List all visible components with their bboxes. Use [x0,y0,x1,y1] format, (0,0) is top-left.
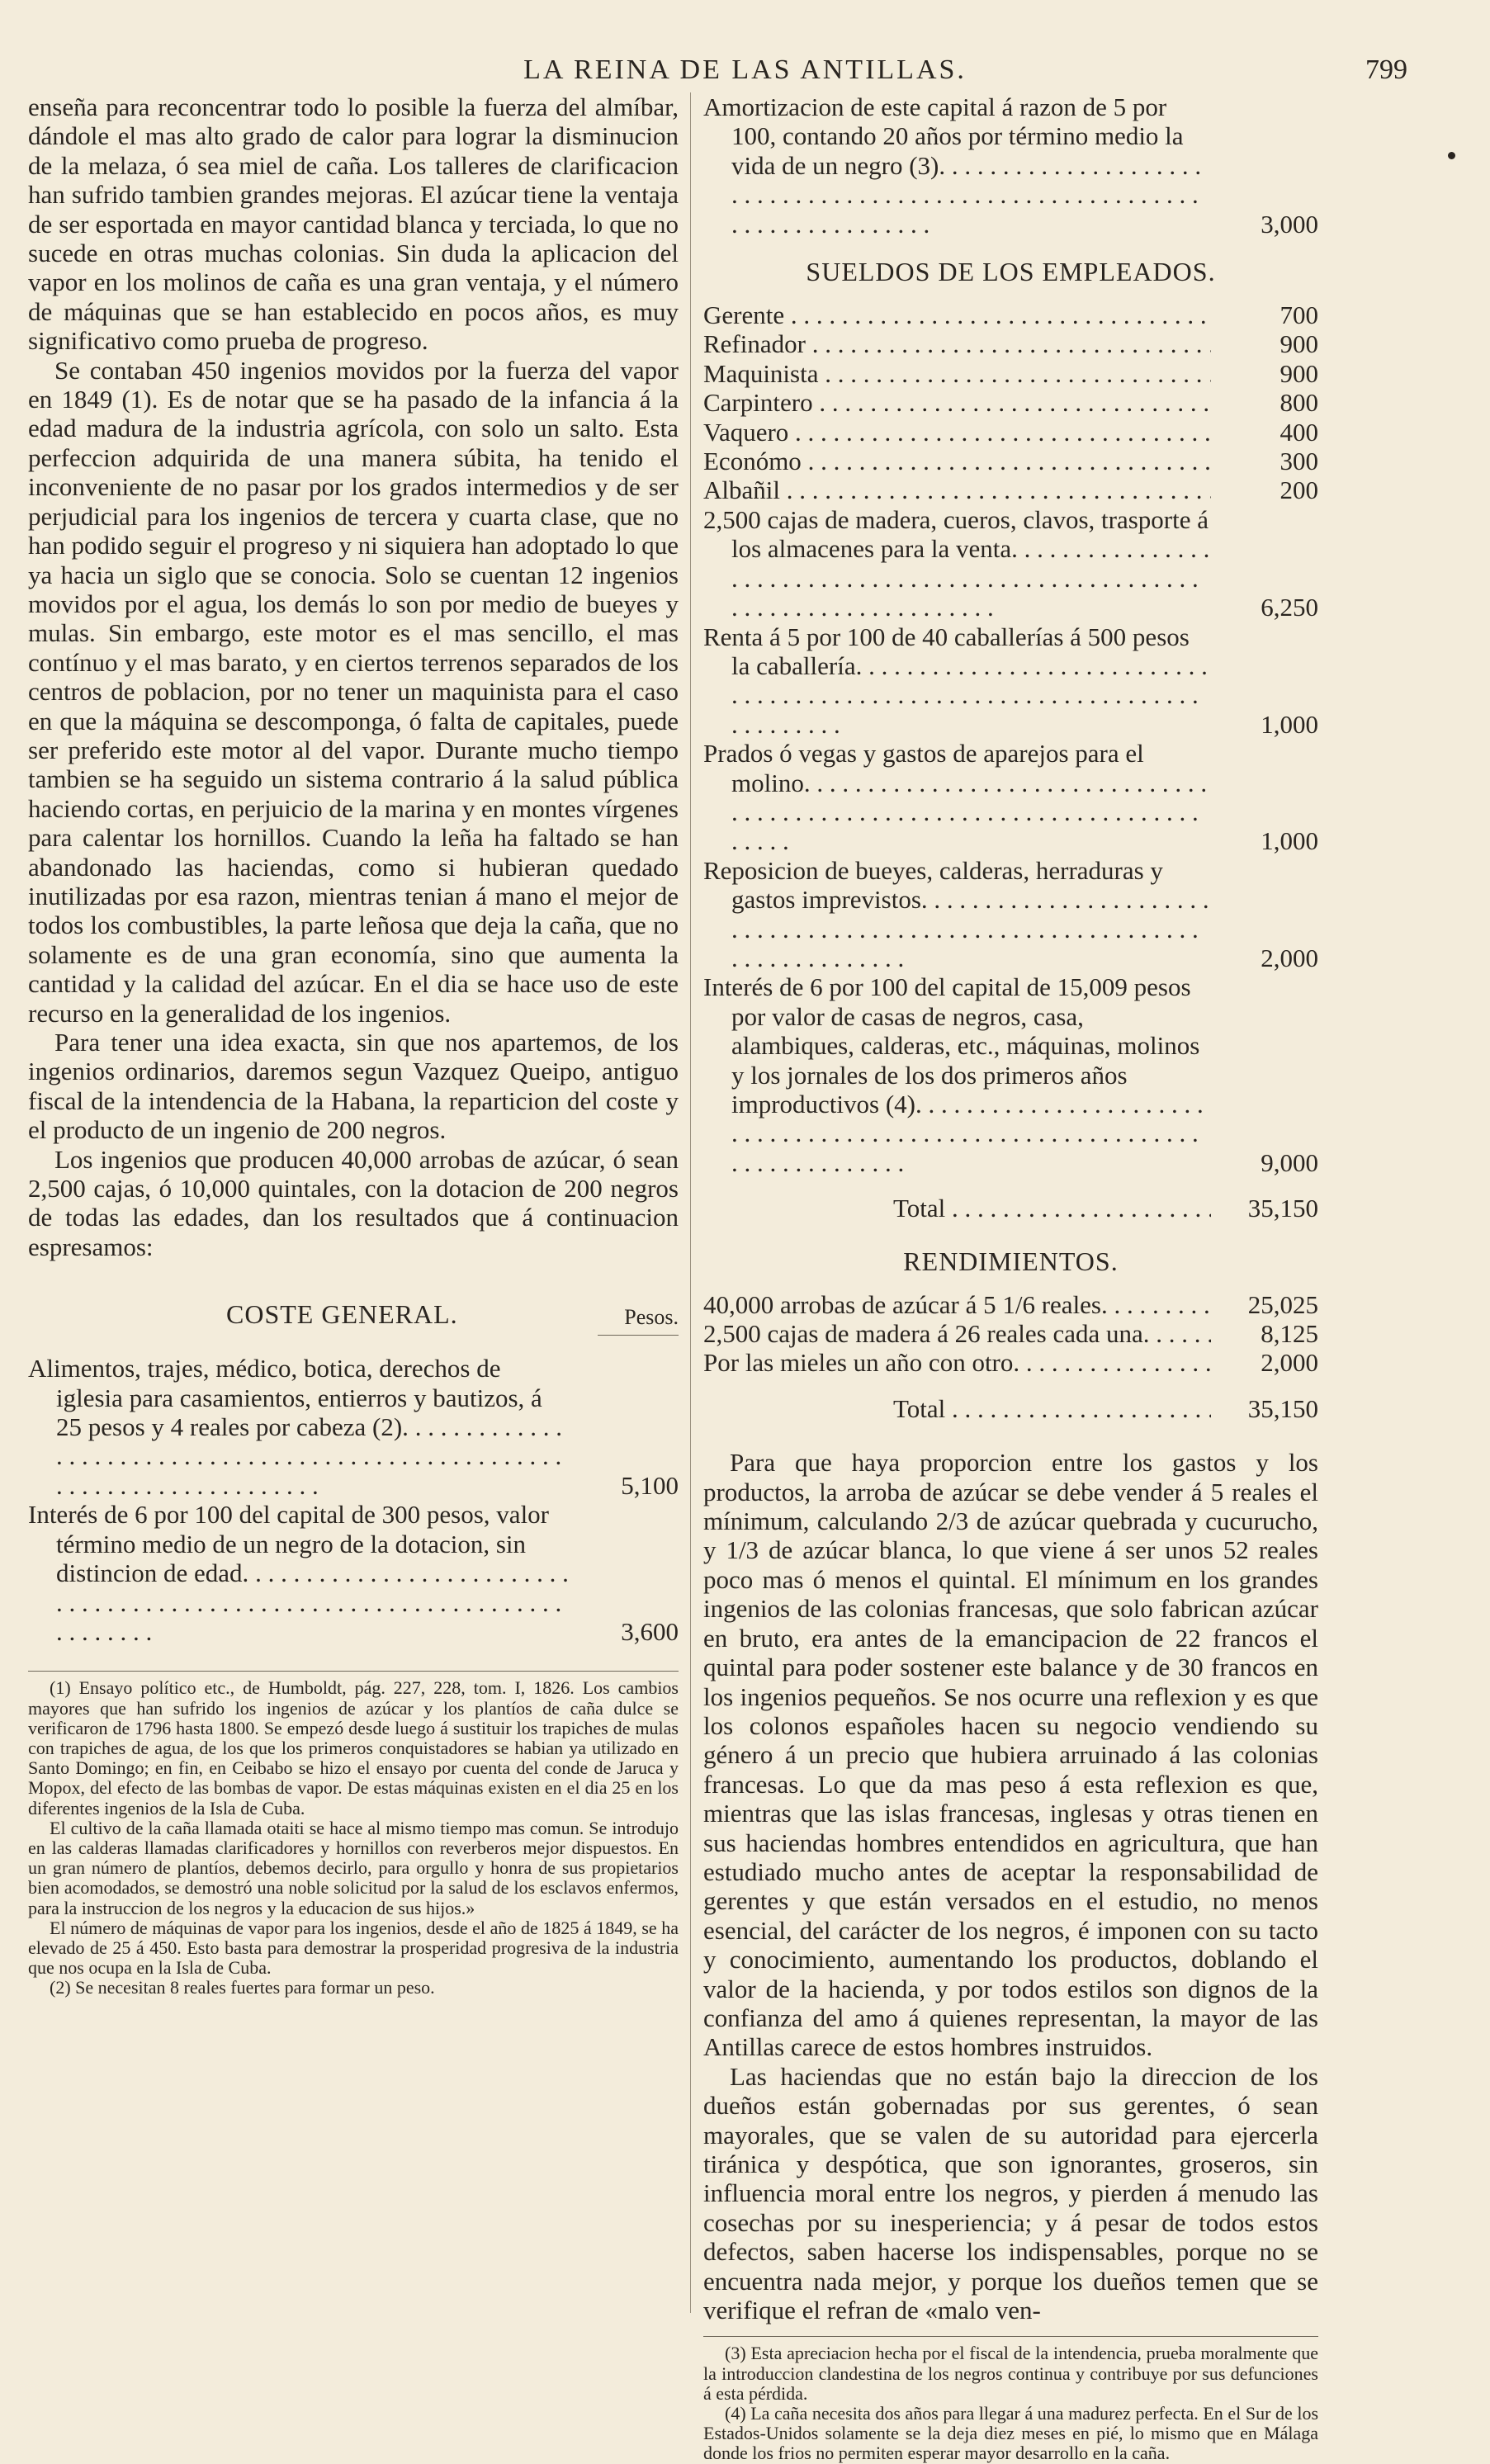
sueldo-row: Carpintero . . . 800 [703,388,1318,417]
gasto-row: Reposicion de bueyes, calderas, herraduras y gastos imprevistos. . . . 2,000 [703,856,1318,973]
paragraph: Las haciendas que no están bajo la direccion de los dueños están gobernadas por sus gerentes, ó sean mayorales, que se valen de su autoridad para ejercerla tiránica y despótica, que son ignorantes, groseros, sin influencia moral entre los negros, y pierden á menudo las cosechas por su inesperiencia; y á pesar de todos estos defectos, saben hacerse los indispensables, porque no se encuentra nada mejor, y porque los dueños temen que se verifique el refran de «malo ven- [703,2061,1318,2325]
coste-row-label: Interés de 6 por 100 del capital de 300 pesos, valor término medio de un negro de la dotacion, sin distincion de edad. . . . [28,1500,571,1646]
coste-row-amount: 5,100 [621,1470,679,1500]
amortizacion-row [703,92,1318,239]
rendimientos-total-row [703,1394,1318,1423]
sueldos-heading: SUELDOS DE LOS EMPLEADOS. [806,257,1216,287]
left-column [28,92,679,1998]
ink-speck [1448,152,1455,159]
rendimiento-row: Por las mieles un año con otro. . . . 2,000 [703,1348,1318,1377]
gasto-row: Renta á 5 por 100 de 40 caballerías á 500 pesos la caballería. . . . 1,000 [703,622,1318,740]
sueldo-row: Maquinista . . . 900 [703,359,1318,388]
coste-header [28,1299,679,1330]
amortizacion-label: Amortizacion de este capital á razon de 5 por 100, contando 20 años por término medio la vida de un negro (3). . . . [703,92,1211,239]
running-head: LA REINA DE LAS ANTILLAS. [523,54,967,85]
coste-heading: COSTE GENERAL. [226,1299,458,1330]
pesos-label: Pesos. [624,1305,679,1330]
paragraph: Los ingenios que producen 40,000 arrobas de azúcar, ó sean 2,500 cajas, ó 10,000 quintales, con la dotacion de 200 negros de todas las edades, dan los resultados que á continuacion espresamos: [28,1144,679,1261]
footnote: (4) La caña necesita dos años para llegar á una madurez perfecta. En el Sur de los Estados-Unidos solamente se la deja diez meses en pié, lo mismo que en Málaga donde los frios no permiten esperar mayor desarrollo en la caña. [703,2403,1318,2464]
gasto-row: Prados ó vegas y gastos de aparejos para el molino. . . . 1,000 [703,739,1318,856]
gasto-row: 2,500 cajas de madera, cueros, clavos, trasporte á los almacenes para la venta. . . . 6,250 [703,505,1318,622]
rendimientos-heading: RENDIMIENTOS. [903,1246,1119,1276]
coste-row-amount: 3,600 [621,1616,679,1646]
footnote: El número de máquinas de vapor para los ingenios, desde el año de 1825 á 1849, se ha elevado de 25 á 450. Esto basta para demostrar la prosperidad progresiva de la industria que nos ocupa en la Isla de Cuba. [28,1917,679,1979]
rendimiento-row: 40,000 arrobas de azúcar á 5 1/6 reales. . . . 25,025 [703,1290,1318,1319]
sueldo-row: Vaquero . . . 400 [703,418,1318,447]
rendimiento-row: 2,500 cajas de madera á 26 reales cada una. . . . 8,125 [703,1319,1318,1348]
footnote: El cultivo de la caña llamada otaiti se hace al mismo tiempo mas comun. Se introdujo en las calderas llamadas clarificadores y hornillos con reverberos mejor dispuestos. En un gran número de plantíos, debemos decirlo, para orgullo y honra de sus propietarios bien acomodados, se demostró una noble solicitud por la salud de los esclavos enfermos, para la instruccion de los negros y la educacion de sus hijos.» [28,1817,679,1918]
coste-row [28,1500,679,1646]
coste-row [28,1354,679,1500]
paragraph: enseña para reconcentrar todo lo posible la fuerza del almíbar, dándole el mas alto grado de calor para lograr la disminucion de la melaza, ó sea miel de caña. Los talleres de clarificacion han sufrido tambien grandes mejoras. El azúcar tiene la ventaja de ser esportada en mayor cantidad blanca y terciada, lo que no sucede en otras muchas colonias. Sin duda la aplicacion del vapor en los molinos de caña es una gran ventaja, y el número de máquinas que se han establecido en pocos años, es muy significativo como prueba de progreso. [28,92,679,356]
amortizacion-amount: 3,000 [1261,209,1318,239]
sueldos-total: 35,150 [1247,1194,1318,1223]
total-label: Total [893,1194,946,1223]
footnote: (2) Se necesitan 8 reales fuertes para formar un peso. [50,1977,435,1998]
footnote: (1) Ensayo político etc., de Humboldt, pág. 227, 228, tom. I, 1826. Los cambios mayores que han sufrido los ingenios de azúcar y los plantíos de caña dulce se verificaron de 1796 hasta 1800. Se empezó desde luego á sustituir los trapiches de mulas con trapiches de agua, de los que los primeros conquistadores se habian ya utilizado en Santo Domingo; en fin, en Ceibabo se hizo el ensayo por cuenta del conde de Jaruca y Mopox, del efecto de las bombas de vapor. De estas máquinas existen en el dia 25 en los diferentes ingenios de la Isla de Cuba. [28,1677,679,1818]
paragraph: Para tener una idea exacta, sin que nos apartemos, de los ingenios ordinarios, daremos segun Vazquez Queipo, antiguo fiscal de la intendencia de la Habana, la reparticion del coste y el producto de un ingenio de 200 negros. [28,1028,679,1145]
rendimientos-total: 35,150 [1247,1393,1318,1423]
footnote: (3) Esta apreciacion hecha por el fiscal de la intendencia, prueba moralmente que la introduccion clandestina de los negros continua y contribuye por sus defunciones á esta pérdida. [703,2343,1318,2404]
sueldo-row: Refinador . . . 900 [703,329,1318,358]
sueldo-row: Económo . . . 300 [703,447,1318,475]
paragraph: Para que haya proporcion entre los gastos y los productos, la arroba de azúcar se debe vender á 5 reales el mínimum, calculando 2/3 de azúcar quebrada y cucurucho, y 1/3 de azúcar blanca, lo que viene á ser unos 52 reales poco mas ó menos el quintal. El mínimum en los grandes ingenios de las colonias francesas, que solo fabrican azúcar en bruto, era antes de la emancipacion de 22 francos el quintal para poder sostener este balance y de 30 francos en los ingenios pequeños. Se nos ocurre una reflexion y es que los colonos españoles hacen su negocio vendiendo su género á un precio que hubiera arruinado á las colonias francesas. Lo que da mas peso á esta reflexion es que, mientras que las islas francesas, inglesas y otras tienen en sus haciendas hombres entendidos en agricultura, que han estudiado mucho antes de aceptar la responsabilidad de gerentes y que están versados en el estudio, no menos esencial, del carácter de los negros, é imponen con su tacto y conocimiento, aumentando los productos, doblando el valor de la hacienda, y por todos estilos son dignos de la confianza del amo á quienes representan, la mayor de las Antillas carece de estos hombres instruidos. [703,1448,1318,2062]
page-number: 799 [1365,54,1407,85]
column-divider [690,92,691,2313]
total-label: Total [893,1393,946,1423]
paragraph: Se contaban 450 ingenios movidos por la fuerza del vapor en 1849 (1). Es de notar que se ha pasado de la infancia á la edad madura de la industria agrícola, con solo un salto. Esta perfeccion adquirida de una manera súbita, ha tenido el inconveniente de no pasar por los grados intermedios y de ser perjudicial para los ingenios de tercera y cuarta clase, que no han podido seguir el progreso y ni siquiera han adoptado lo que ya hacia un siglo que se conocia. Solo se cuentan 12 ingenios movidos por el agua, los demás lo son por medio de bueyes y mulas. Sin embargo, este motor es el mas sencillo, el mas contínuo y el mas barato, y en ciertos terrenos separados de los centros de poblacion, por no tener un maquinista para el caso en que la máquina se descomponga, ó falta de capitales, puede ser preferido este motor al del vapor. Durante mucho tiempo tambien se ha seguido un sistema contrario á la salud pública haciendo cortas, en perjuicio de la marina y en montes vírgenes para calentar los hornillos. Cuando la leña ha faltado se han abandonado las haciendas, como si hubieran quedado inutilizadas por esa razon, mientras tenian á mano el mejor de todos los combustibles, la parte leñosa que deja la caña, que no solamente es de una gran economía, sino que aumenta la cantidad y la calidad del azúcar. En el dia se hace uso de este recurso en la generalidad de los ingenios. [28,355,679,1028]
coste-row-label: Alimentos, trajes, médico, botica, derechos de iglesia para casamientos, entierros y bautizos, á 25 pesos y 4 reales por cabeza (2). . . . [28,1354,571,1500]
sueldos-total-row [703,1194,1318,1223]
sueldo-row: Gerente . . . 700 [703,300,1318,329]
right-column [703,92,1318,2464]
gasto-row: Interés de 6 por 100 del capital de 15,009 pesos por valor de casas de negros, casa, alambiques, calderas, etc., máquinas, molinos y los jornales de los dos primeros años improductivos (4). . . . 9,000 [703,972,1318,1177]
sueldo-row: Albañil . . . 200 [703,475,1318,504]
